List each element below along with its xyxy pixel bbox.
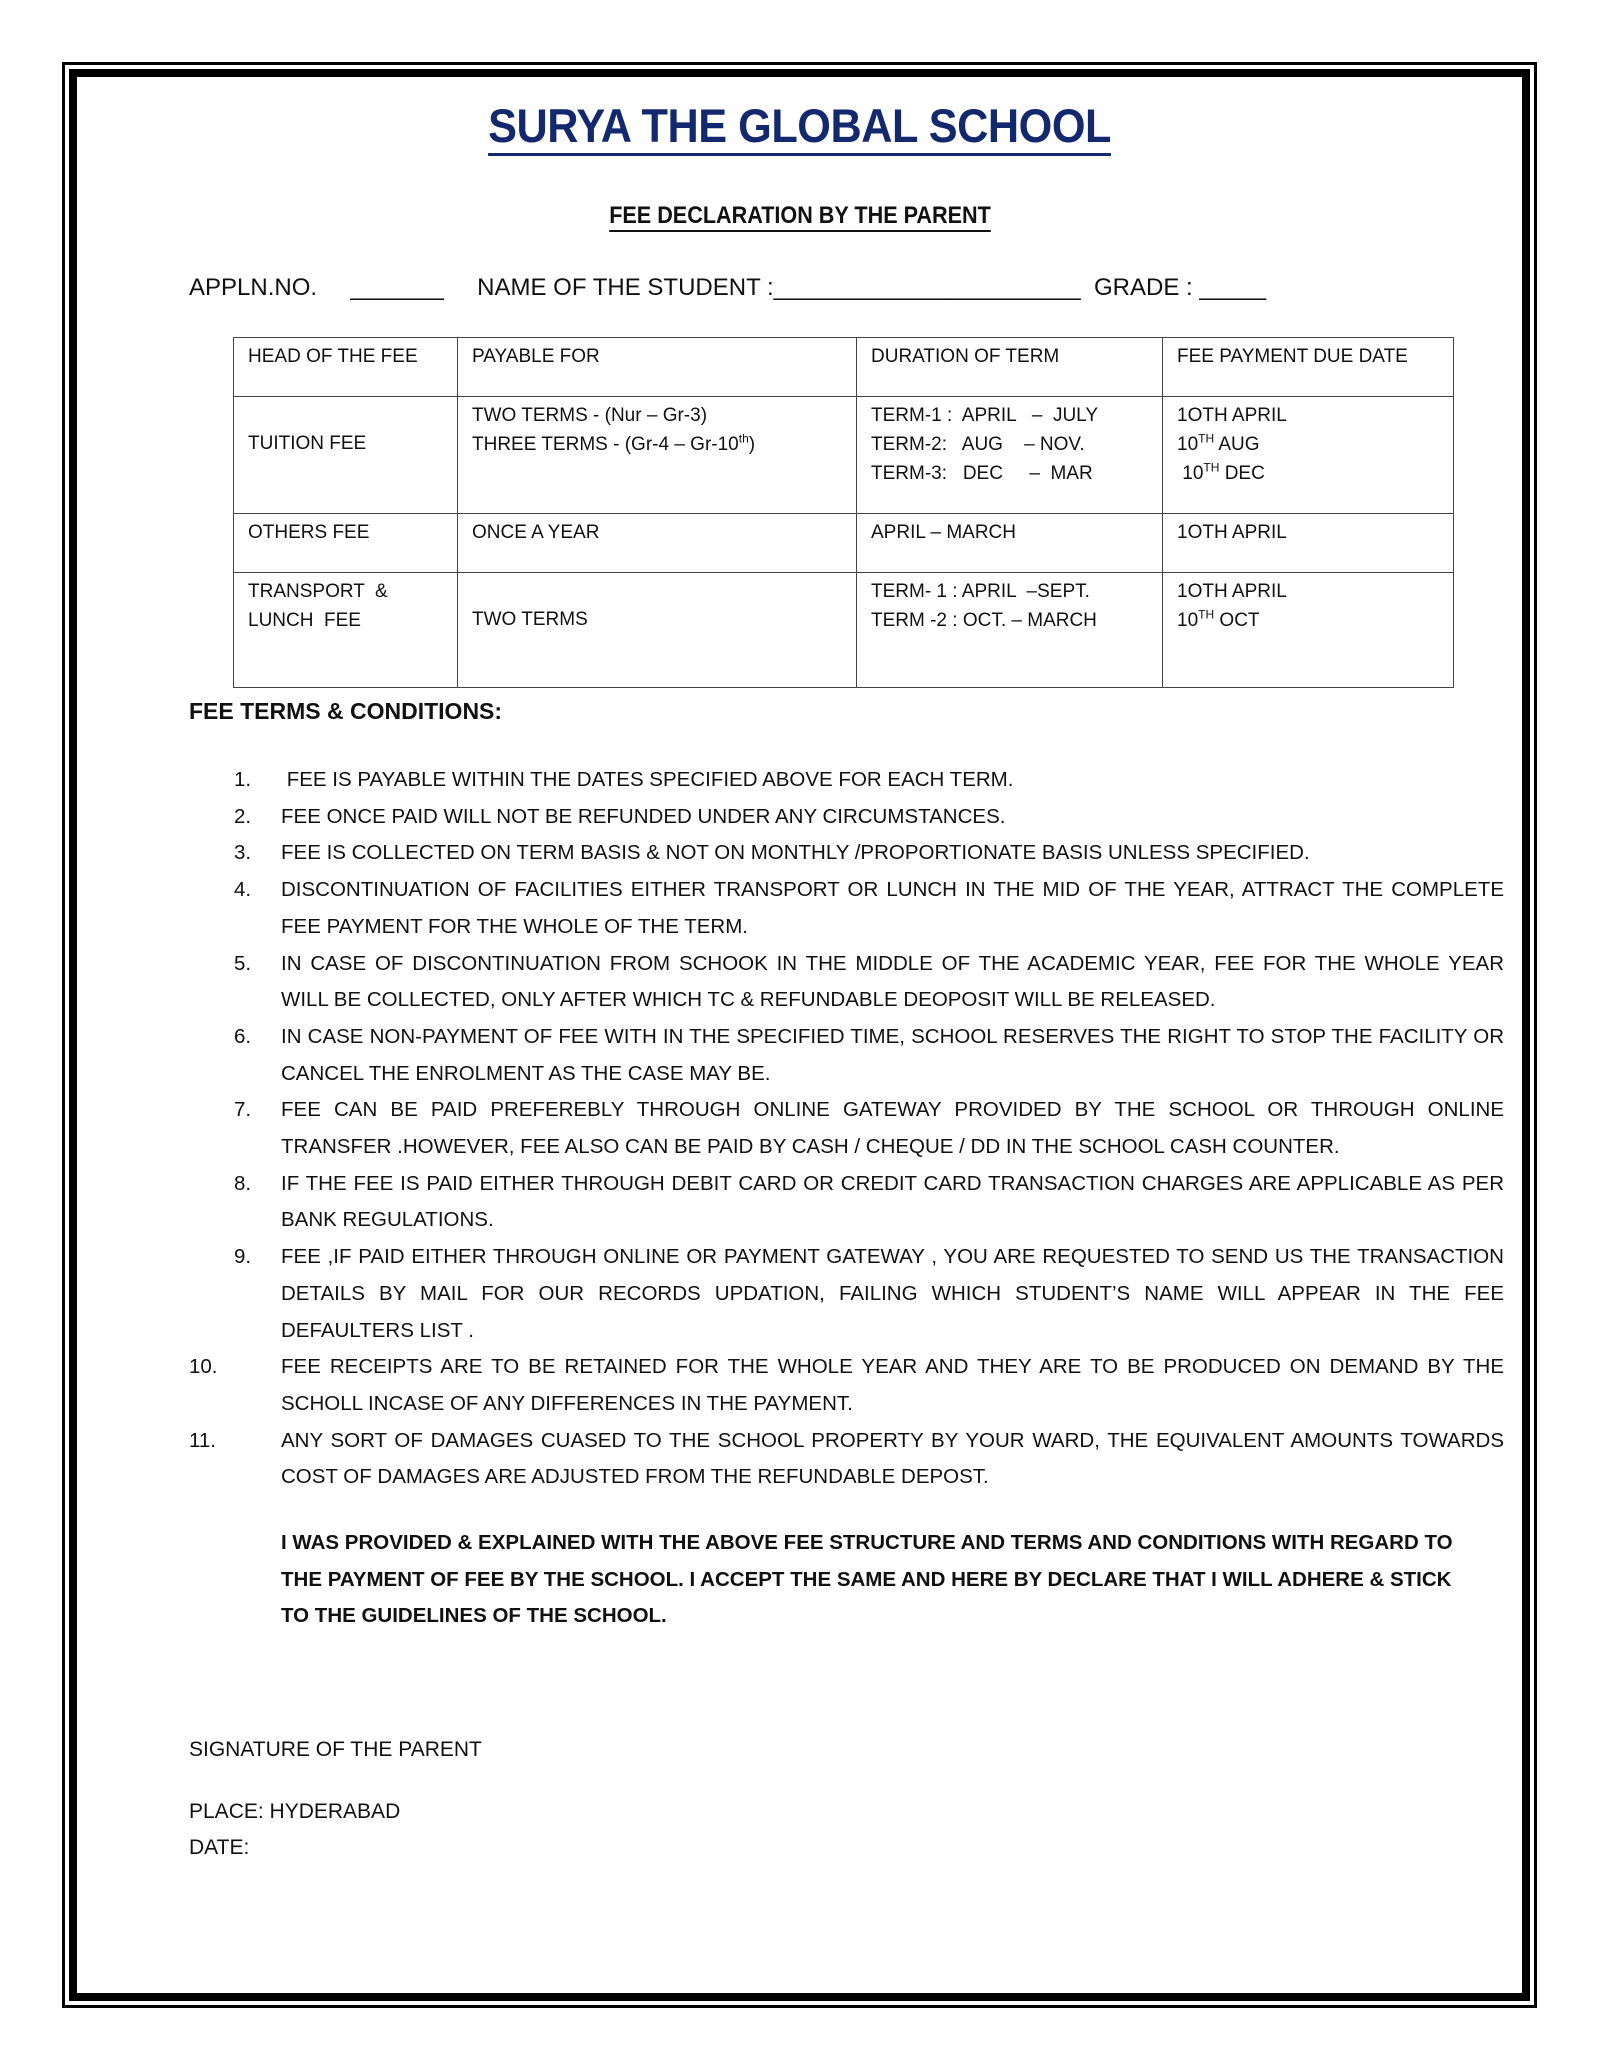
appln-label: APPLN.NO. — [189, 274, 318, 301]
column-header: HEAD OF THE FEE — [234, 338, 458, 397]
duration-line: TERM-1 : APRIL – JULY — [871, 405, 1099, 426]
date-label: DATE: — [189, 1836, 250, 1859]
duration-cell — [857, 397, 1163, 514]
list-item: 11. ANY SORT OF DAMAGES CUASED TO THE SCHOOL PROPERTY BY YOUR WARD, THE EQUIVALENT AMOUNTS TOWARDS COST OF DAMAGES ARE ADJUSTED FROM THE REFUNDABLE DEPOST. — [189, 1428, 1504, 1489]
place-label: PLACE: HYDERABAD — [189, 1800, 401, 1823]
payable-line: THREE TERMS - (Gr-4 – Gr-10th) — [472, 431, 756, 455]
column-header: PAYABLE FOR — [458, 338, 857, 397]
school-name: SURYA THE GLOBAL SCHOOL — [489, 98, 1112, 156]
signature-label: SIGNATURE OF THE PARENT — [189, 1738, 482, 1761]
fee-table — [233, 337, 1454, 688]
list-item: 9. FEE ,IF PAID EITHER THROUGH ONLINE OR PAYMENT GATEWAY , YOU ARE REQUESTED TO SEND US THE TRANSACTION DETAILS BY MAIL FOR OUR RECORDS UPDATION, FAILING WHICH STUDENT’S NAME WILL APPEAR IN THE FEE DEFAULTERS LIST . — [234, 1245, 1504, 1342]
list-item: 3. FEE IS COLLECTED ON TERM BASIS & NOT ON MONTHLY /PROPORTIONATE BASIS UNLESS SPECIFIED. — [234, 841, 1310, 865]
list-item: 4. DISCONTINUATION OF FACILITIES EITHER TRANSPORT OR LUNCH IN THE MID OF THE YEAR, ATTRACT THE COMPLETE FEE PAYMENT FOR THE WHOLE OF THE TERM. — [234, 878, 1504, 938]
due-date-cell — [1163, 397, 1454, 514]
duration-line: TERM-3: DEC – MAR — [871, 463, 1093, 484]
list-item: 10. FEE RECEIPTS ARE TO BE RETAINED FOR THE WHOLE YEAR AND THEY ARE TO BE PRODUCED ON DEMAND BY THE SCHOLL INCASE OF ANY DIFFERENCES IN THE PAYMENT. — [189, 1355, 1504, 1415]
column-header: FEE PAYMENT DUE DATE — [1163, 338, 1454, 397]
form-title-text: FEE DECLARATION BY THE PARENT — [609, 202, 991, 232]
payable-line: TWO TERMS - (Nur – Gr-3) — [472, 405, 708, 426]
payable-cell — [458, 397, 857, 514]
form-title — [0, 202, 1600, 232]
duration-cell: TERM- 1 : APRIL –SEPT. TERM -2 : OCT. – MARCH — [857, 573, 1163, 688]
payable-cell: TWO TERMS — [458, 573, 857, 688]
fee-head-cell: TRANSPORT & LUNCH FEE — [234, 573, 458, 688]
list-item: 5. IN CASE OF DISCONTINUATION FROM SCHOOK IN THE MIDDLE OF THE ACADEMIC YEAR, FEE FOR THE WHOLE YEAR WILL BE COLLECTED, ONLY AFTER WHICH TC & REFUNDABLE DEOPOSIT WILL BE RELEASED. — [234, 951, 1504, 1012]
due-date-line: 10TH AUG — [1177, 431, 1260, 455]
duration-cell: APRIL – MARCH — [857, 514, 1163, 573]
duration-line: TERM-2: AUG – NOV. — [871, 434, 1085, 455]
payable-cell: ONCE A YEAR — [458, 514, 857, 573]
table-header-row — [234, 338, 1454, 397]
student-info-row — [189, 274, 1266, 302]
table-row — [234, 514, 1454, 573]
fee-head-cell: TUITION FEE — [234, 397, 458, 514]
list-item: 2. FEE ONCE PAID WILL NOT BE REFUNDED UNDER ANY CIRCUMSTANCES. — [234, 804, 1006, 828]
list-item: 1. FEE IS PAYABLE WITHIN THE DATES SPECIFIED ABOVE FOR EACH TERM. — [234, 768, 1014, 791]
appln-field[interactable]: _______ — [350, 274, 444, 301]
table-row — [234, 573, 1454, 688]
grade-label: GRADE : — [1094, 274, 1193, 301]
grade-field[interactable]: _____ — [1199, 274, 1267, 301]
due-date-cell: 1OTH APRIL 10TH OCT — [1163, 573, 1454, 688]
list-item: 7. FEE CAN BE PAID PREFEREBLY THROUGH ONLINE GATEWAY PROVIDED BY THE SCHOOL OR THROUGH ONLINE TRANSFER .HOWEVER, FEE ALSO CAN BE PAID BY CASH / CHEQUE / DD IN THE SCHOOL CASH COUNTER. — [234, 1098, 1504, 1159]
list-item: 6. IN CASE NON-PAYMENT OF FEE WITH IN THE SPECIFIED TIME, SCHOOL RESERVES THE RIGHT TO STOP THE FACILITY OR CANCEL THE ENROLMENT AS THE CASE MAY BE. — [234, 1024, 1504, 1085]
column-header: DURATION OF TERM — [857, 338, 1163, 397]
student-name-field[interactable]: _______________________ — [773, 274, 1081, 301]
fee-head-cell: OTHERS FEE — [234, 514, 458, 573]
terms-heading: FEE TERMS & CONDITIONS: — [189, 698, 503, 724]
due-date-cell: 1OTH APRIL — [1163, 514, 1454, 573]
due-date-line: 1OTH APRIL — [1177, 405, 1287, 426]
terms-list — [189, 762, 1504, 1496]
student-name-label: NAME OF THE STUDENT : — [477, 274, 774, 301]
list-item: 8. IF THE FEE IS PAID EITHER THROUGH DEBIT CARD OR CREDIT CARD TRANSACTION CHARGES ARE APPLICABLE AS PER BANK REGULATIONS. — [234, 1171, 1504, 1232]
due-date-line: 10TH DEC — [1177, 460, 1265, 484]
table-row — [234, 397, 1454, 514]
school-title — [0, 98, 1600, 156]
parent-declaration: I WAS PROVIDED & EXPLAINED WITH THE ABOVE FEE STRUCTURE AND TERMS AND CONDITIONS WITH REGARD TO THE PAYMENT OF FEE BY THE SCHOOL. I ACCEPT THE SAME AND HERE BY DECLARE THAT I WILL ADHERE & STICK TO THE GUIDELINES OF THE SCHOOL. — [281, 1531, 1453, 1627]
